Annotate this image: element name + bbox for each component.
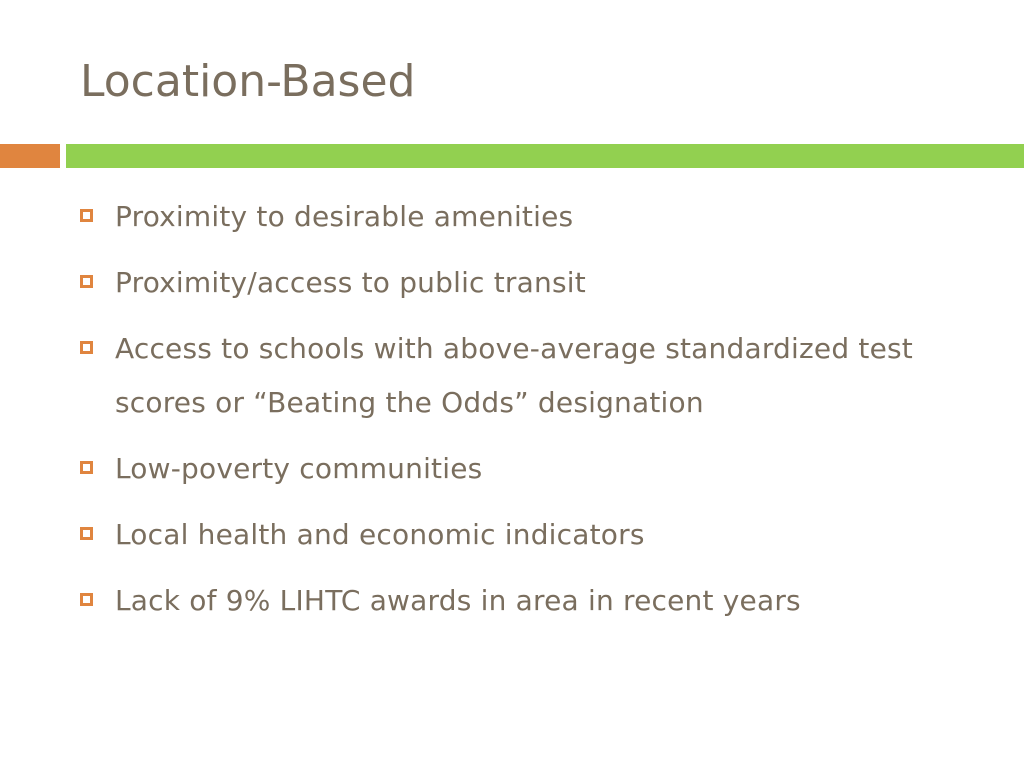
slide-title: Location-Based (80, 56, 416, 107)
square-bullet-icon (80, 275, 93, 288)
square-bullet-icon (80, 341, 93, 354)
bullet-item (80, 442, 980, 496)
accent-bar-orange (0, 144, 60, 168)
bullet-text: Proximity to desirable amenities (115, 200, 574, 233)
square-bullet-icon (80, 209, 93, 222)
square-bullet-icon (80, 527, 93, 540)
bullet-list (80, 190, 980, 640)
bullet-item (80, 508, 980, 562)
bullet-item (80, 322, 980, 430)
bullet-text: Proximity/access to public transit (115, 266, 586, 299)
bullet-item (80, 574, 980, 628)
square-bullet-icon (80, 593, 93, 606)
bullet-item (80, 190, 980, 244)
accent-bar-green (66, 144, 1024, 168)
bullet-text: Access to schools with above-average standardized test scores or “Beating the Odds” designation (115, 332, 913, 419)
bullet-text: Low-poverty communities (115, 452, 483, 485)
bullet-text: Lack of 9% LIHTC awards in area in recent years (115, 584, 801, 617)
square-bullet-icon (80, 461, 93, 474)
bullet-item (80, 256, 980, 310)
bullet-text: Local health and economic indicators (115, 518, 645, 551)
